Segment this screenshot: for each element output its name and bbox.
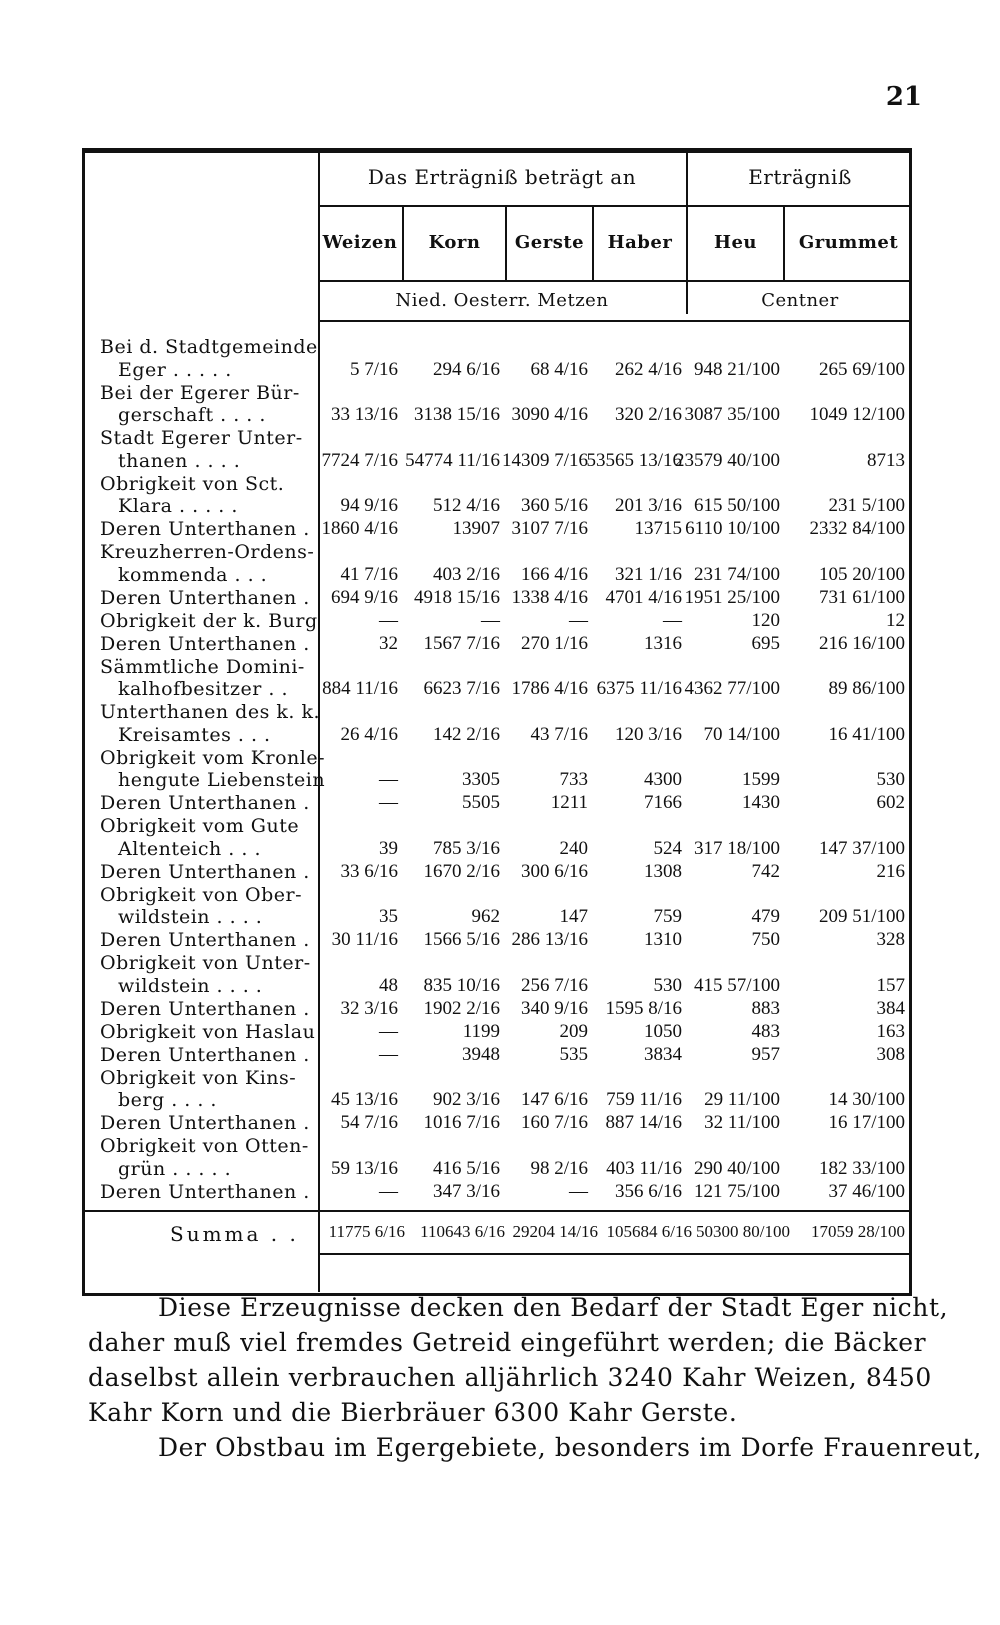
table-divider <box>82 1210 912 1212</box>
table-cell: 43 7/16 <box>530 723 588 745</box>
row-label: Eger . . . . . <box>118 358 232 381</box>
table-cell: 6375 11/16 <box>596 678 682 699</box>
table-cell: 68 4/16 <box>530 358 588 380</box>
table-cell: 98 2/16 <box>530 1157 588 1179</box>
table-cell: 1670 2/16 <box>423 860 500 882</box>
row-label: Obrigkeit von Sct. <box>100 472 285 495</box>
table-cell: 35 <box>379 906 398 927</box>
table-cell: 231 74/100 <box>693 563 780 585</box>
table-cell: 512 4/16 <box>432 495 500 516</box>
row-label: Kreuzherren-Ordens- <box>100 541 315 563</box>
page-number: 21 <box>885 82 922 112</box>
table-cell: 524 <box>653 837 682 859</box>
table-cell: 415 57/100 <box>693 974 780 996</box>
table-cell: 240 <box>559 837 588 859</box>
table-cell: 1595 8/16 <box>605 997 682 1019</box>
table-cell: 41 7/16 <box>340 563 398 585</box>
table-cell: 317 18/100 <box>693 837 780 859</box>
table-cell: 384 <box>876 997 905 1019</box>
table-cell: 120 <box>751 609 780 631</box>
column-header-heu: Heu <box>713 232 758 253</box>
table-cell: 1567 7/16 <box>423 632 500 654</box>
table-cell: 32 11/100 <box>704 1112 780 1133</box>
table-cell: 29 11/100 <box>704 1089 780 1110</box>
table-cell: — <box>569 1180 588 1202</box>
table-cell: 479 <box>751 906 780 927</box>
summa-cell: 29204 14/16 <box>512 1222 598 1241</box>
table-cell: 13907 <box>452 518 500 539</box>
row-label: Deren Unterthanen . <box>100 1043 310 1066</box>
table-cell: 742 <box>751 860 780 882</box>
paragraph-line: daher muß viel fremdes Getreid eingeführt werden; die Bäcker <box>88 1328 927 1357</box>
table-cell: 733 <box>559 769 588 790</box>
table-cell: 256 7/16 <box>520 974 588 996</box>
table-cell: 1566 5/16 <box>423 929 500 950</box>
table-cell: 147 <box>559 906 588 927</box>
table-cell: 30 11/16 <box>331 929 398 950</box>
table-cell: 89 86/100 <box>828 678 905 699</box>
paragraph-line: Kahr Korn und die Bierbräuer 6300 Kahr Gerste. <box>88 1398 738 1427</box>
row-label: Deren Unterthanen . <box>100 929 310 951</box>
table-cell: — <box>379 609 398 631</box>
row-label: Sämmtliche Domini- <box>100 655 305 678</box>
table-cell: 321 1/16 <box>614 563 682 585</box>
table-cell: 4300 <box>644 769 682 790</box>
table-cell: 416 5/16 <box>432 1157 500 1179</box>
table-cell: 948 21/100 <box>693 358 780 380</box>
row-label: Obrigkeit von Haslau <box>100 1020 316 1043</box>
row-label: Altenteich . . . <box>118 837 261 860</box>
table-cell: 8713 <box>867 449 905 471</box>
row-label: Klara . . . . . <box>118 495 238 517</box>
table-cell: 347 3/16 <box>432 1180 500 1202</box>
table-cell: 3087 35/100 <box>684 404 780 425</box>
table-cell: 1199 <box>462 1020 500 1042</box>
paragraph-line: Der Obstbau im Egergebiete, besonders im Dorfe Frauenreut, <box>158 1433 982 1462</box>
summa-cell: 50300 80/100 <box>696 1222 790 1241</box>
summa-label: Summa . . <box>170 1222 299 1246</box>
table-cell: 16 41/100 <box>828 723 905 745</box>
table-cell: 48 <box>379 974 398 996</box>
table-cell: 54774 11/16 <box>405 449 500 471</box>
row-label: Obrigkeit vom Gute <box>100 815 300 837</box>
table-cell: 483 <box>751 1020 780 1042</box>
table-cell: 759 <box>653 906 682 927</box>
table-cell: 121 75/100 <box>693 1180 780 1202</box>
table-cell: 1310 <box>644 929 682 950</box>
table-cell: 201 3/16 <box>614 495 682 516</box>
table-cell: 887 14/16 <box>605 1112 682 1133</box>
table-cell: 884 11/16 <box>322 678 398 699</box>
table-cell: 785 3/16 <box>432 837 500 859</box>
table-cell: 1860 4/16 <box>321 518 398 539</box>
row-label: Bei d. Stadtgemeinde <box>100 336 318 358</box>
column-header-grummet: Grummet <box>798 232 899 253</box>
table-cell: 759 11/16 <box>606 1089 682 1110</box>
row-label: Deren Unterthanen . <box>100 997 310 1020</box>
table-cell: 157 <box>876 974 905 996</box>
table-cell: 163 <box>876 1020 905 1042</box>
row-label: Kreisamtes . . . <box>118 723 271 746</box>
table-cell: 1786 4/16 <box>511 678 588 699</box>
table-cell: 328 <box>876 929 905 950</box>
table-cell: 12 <box>886 609 905 631</box>
table-cell: 166 4/16 <box>520 563 588 585</box>
column-header-gerste: Gerste <box>514 232 585 253</box>
row-label: Obrigkeit von Otten- <box>100 1135 309 1157</box>
table-cell: 209 <box>559 1020 588 1042</box>
row-label: kommenda . . . <box>118 563 268 586</box>
table-cell: 216 16/100 <box>818 632 905 654</box>
table-cell: 1902 2/16 <box>423 997 500 1019</box>
table-cell: 300 6/16 <box>520 860 588 882</box>
header-group-yield-grain: Das Erträgniß beträgt an <box>367 165 637 189</box>
table-cell: 835 10/16 <box>423 974 500 996</box>
table-cell: 142 2/16 <box>432 723 500 745</box>
summa-cell: 11775 6/16 <box>328 1222 405 1241</box>
table-cell: 16 17/100 <box>828 1112 905 1133</box>
table-cell: 209 51/100 <box>818 906 905 927</box>
table-cell: 147 6/16 <box>520 1089 588 1110</box>
table-cell: 962 <box>471 906 500 927</box>
table-cell: 902 3/16 <box>432 1089 500 1110</box>
table-cell: 182 33/100 <box>818 1157 905 1179</box>
column-header-weizen: Weizen <box>322 232 398 253</box>
table-cell: 3090 4/16 <box>511 404 588 425</box>
table-cell: 120 3/16 <box>614 723 682 745</box>
table-cell: 695 <box>751 632 780 654</box>
table-cell: 290 40/100 <box>693 1157 780 1179</box>
table-cell: 26 4/16 <box>340 723 398 745</box>
table-cell: 265 69/100 <box>818 358 905 380</box>
table-cell: 7166 <box>644 792 682 813</box>
table-cell: 23579 40/100 <box>674 449 780 471</box>
table-divider <box>318 280 912 282</box>
table-cell: 70 14/100 <box>703 723 780 745</box>
table-cell: 883 <box>751 997 780 1019</box>
row-label: grün . . . . . <box>118 1157 232 1180</box>
table-cell: 356 6/16 <box>614 1180 682 1202</box>
table-cell: 231 5/100 <box>828 495 905 516</box>
table-cell: 33 13/16 <box>330 404 398 425</box>
unit-metzen: Nied. Oesterr. Metzen <box>395 290 609 311</box>
table-cell: 270 1/16 <box>520 632 588 654</box>
summa-cell: 17059 28/100 <box>811 1222 905 1241</box>
table-cell: 5505 <box>462 792 500 813</box>
table-cell: 147 37/100 <box>818 837 905 859</box>
row-label: wildstein . . . . <box>118 974 263 997</box>
table-cell: 403 2/16 <box>432 563 500 585</box>
table-cell: 535 <box>559 1043 588 1065</box>
table-cell: 53565 13/16 <box>586 449 682 471</box>
table-cell: — <box>663 609 682 631</box>
table-cell: 286 13/16 <box>511 929 588 950</box>
table-divider <box>318 320 912 322</box>
table-cell: 1211 <box>550 792 588 813</box>
table-cell: 3138 15/16 <box>413 404 500 425</box>
row-label: Deren Unterthanen . <box>100 1180 310 1203</box>
summa-cell: 105684 6/16 <box>606 1222 692 1241</box>
unit-centner: Centner <box>761 290 839 311</box>
table-cell: 54 7/16 <box>340 1112 398 1133</box>
table-cell: 32 <box>379 632 398 654</box>
row-label: Deren Unterthanen . <box>100 632 310 655</box>
table-cell: 4362 77/100 <box>684 678 780 699</box>
table-cell: 1016 7/16 <box>423 1112 500 1133</box>
row-label: berg . . . . <box>118 1089 217 1111</box>
row-label: Obrigkeit von Unter- <box>100 952 311 974</box>
table-cell: 1338 4/16 <box>511 586 588 608</box>
table-cell: 3948 <box>462 1043 500 1065</box>
table-cell: 32 3/16 <box>340 997 398 1019</box>
table-cell: 6110 10/100 <box>685 518 780 539</box>
table-cell: 1050 <box>644 1020 682 1042</box>
table-cell: 14309 7/16 <box>501 449 588 471</box>
table-cell: 3834 <box>644 1043 682 1065</box>
row-label: Obrigkeit von Ober- <box>100 883 303 906</box>
row-label: Obrigkeit der k. Burg <box>100 609 318 632</box>
table-cell: 530 <box>653 974 682 996</box>
row-label: Bei der Egerer Bür- <box>100 381 300 404</box>
table-cell: 1599 <box>742 769 780 790</box>
row-label: thanen . . . . <box>118 449 241 472</box>
paragraph-line: daselbst allein verbrauchen alljährlich 3240 Kahr Weizen, 8450 <box>88 1363 932 1392</box>
table-cell: 3107 7/16 <box>511 518 588 539</box>
table-cell: — <box>569 609 588 631</box>
row-label: Deren Unterthanen . <box>100 792 310 814</box>
row-label: hengute Liebenstein <box>118 769 326 791</box>
row-label: Unterthanen des k. k. <box>100 701 321 723</box>
table-cell: 216 <box>876 860 905 882</box>
table-cell: — <box>379 1180 398 1202</box>
table-cell: 94 9/16 <box>340 495 398 516</box>
row-label: Deren Unterthanen . <box>100 518 310 540</box>
table-divider <box>318 205 912 207</box>
header-group-yield-hay: Erträgniß <box>748 165 852 189</box>
table-cell: 615 50/100 <box>693 495 780 516</box>
table-cell: — <box>379 1043 398 1065</box>
table-cell: 694 9/16 <box>330 586 398 608</box>
table-cell: — <box>379 792 398 813</box>
table-cell: 7724 7/16 <box>321 449 398 471</box>
table-cell: 160 7/16 <box>520 1112 588 1133</box>
table-cell: 403 11/16 <box>606 1157 682 1179</box>
row-label: Stadt Egerer Unter- <box>100 427 303 449</box>
paragraph-line: Diese Erzeugnisse decken den Bedarf der Stadt Eger nicht, <box>158 1293 949 1322</box>
table-cell: 530 <box>876 769 905 790</box>
row-label: kalhofbesitzer . . <box>118 678 288 700</box>
column-header-korn: Korn <box>428 232 481 253</box>
row-label: Obrigkeit von Kins- <box>100 1066 297 1089</box>
table-cell: 45 13/16 <box>330 1089 398 1110</box>
table-divider <box>318 1253 912 1255</box>
table-cell: 1308 <box>644 860 682 882</box>
table-cell: 262 4/16 <box>614 358 682 380</box>
table-cell: 5 7/16 <box>349 358 398 380</box>
table-cell: 1430 <box>742 792 780 813</box>
paragraph <box>88 1290 982 1465</box>
table-cell: 13715 <box>634 518 682 539</box>
table-cell: 750 <box>751 929 780 950</box>
table-cell: 2332 84/100 <box>809 518 905 539</box>
row-label: Deren Unterthanen . <box>100 1112 310 1134</box>
table-cell: — <box>379 1020 398 1042</box>
row-label: wildstein . . . . <box>118 906 263 928</box>
table-cell: 602 <box>876 792 905 813</box>
table-cell: 105 20/100 <box>818 563 905 585</box>
row-label: Deren Unterthanen . <box>100 586 310 609</box>
row-label: Deren Unterthanen . <box>100 860 310 883</box>
row-label: Obrigkeit vom Kronle- <box>100 746 325 769</box>
table-cell: 39 <box>379 837 398 859</box>
table-cell: 4701 4/16 <box>605 586 682 608</box>
table-cell: 320 2/16 <box>614 404 682 425</box>
table-cell: 308 <box>876 1043 905 1065</box>
table-cell: 360 5/16 <box>520 495 588 516</box>
table-cell: 6623 7/16 <box>423 678 500 699</box>
table-cell: 340 9/16 <box>520 997 588 1019</box>
table-cell: 731 61/100 <box>818 586 905 608</box>
table-cell: 1951 25/100 <box>684 586 780 608</box>
summa-cell: 110643 6/16 <box>420 1222 505 1241</box>
table-cell: 33 6/16 <box>340 860 398 882</box>
table-cell: 4918 15/16 <box>413 586 500 608</box>
table-cell: 3305 <box>462 769 500 790</box>
row-label: gerschaft . . . . <box>118 404 266 426</box>
table-cell: 1049 12/100 <box>809 404 905 425</box>
table-cell: 1316 <box>644 632 682 654</box>
table-cell: 14 30/100 <box>828 1089 905 1110</box>
table-cell: 294 6/16 <box>432 358 500 380</box>
table-cell: 37 46/100 <box>828 1180 905 1202</box>
column-header-haber: Haber <box>607 232 673 253</box>
table-cell: — <box>481 609 500 631</box>
table-cell: 59 13/16 <box>330 1157 398 1179</box>
table-cell: 957 <box>751 1043 780 1065</box>
table-cell: — <box>379 769 398 790</box>
